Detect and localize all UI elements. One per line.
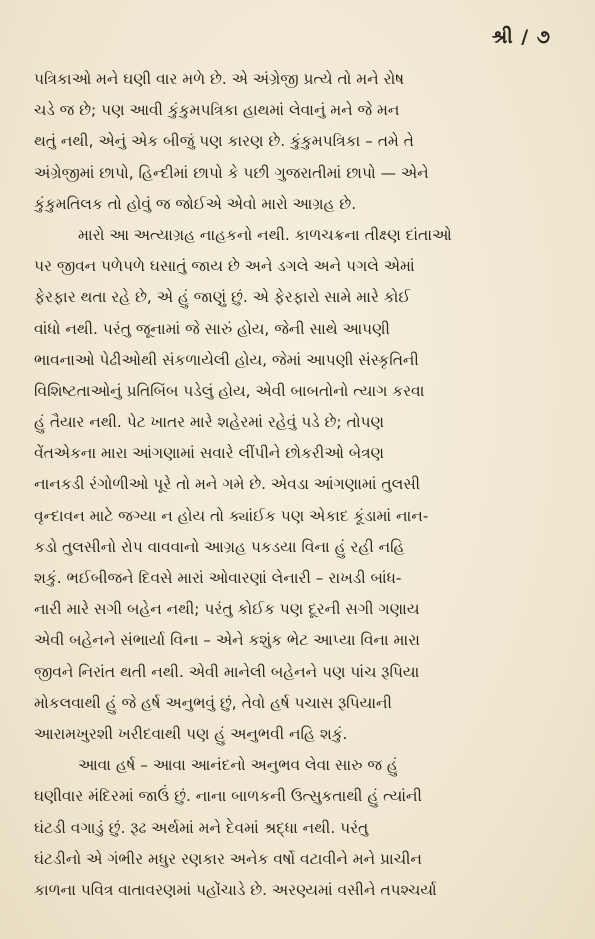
- text-line: ઘંટડી વગાડું છું. રૂઢ અર્થમાં મને દેવમાં શ્રદ્ધા નથી. પરંતુ: [34, 818, 369, 837]
- paragraph: [34, 750, 562, 906]
- paragraph: [34, 220, 562, 750]
- text-line: કાળના પવિત્ર વાતાવરણમાં પહોંચાડે છે. અરણ્યમાં વસીને તપશ્ચર્યા: [34, 880, 437, 899]
- text-line: થતું નથી, એનું એક બીજું પણ કારણ છે. કુંકુમપત્રિકા – તમે તે: [34, 132, 414, 151]
- text-line: ઘણીવાર મંદિરમાં જાઉં છું. નાના બાળકની ઉત્સુકતાથી હું ત્યાંની: [34, 787, 422, 806]
- paragraph: [34, 64, 562, 220]
- text-line: ભાવનાઓ પેઢીઓથી સંકળાયેલી હોય, જેમાં આપણી સંસ્કૃતિની: [34, 350, 419, 369]
- text-line: શકું. ભઈબીજને દિવસે મારાં ઓવારણાં લેનારી – રાખડી બાંધ-: [34, 569, 402, 587]
- text-line: એવી બહેનને સંભાર્યા વિના – એને કશુંક ભેટ આપ્યા વિના મારા: [34, 631, 420, 650]
- text-line: વેંતએકના મારા આંગણામાં સવારે લીંપીને છોકરીઓ બેત્રણ: [34, 444, 384, 463]
- text-line: પત્રિકાઓ મને ઘણી વાર મળે છે. એ અંગ્રેજી પ્રત્યે તો મને રોષ: [34, 70, 404, 88]
- text-line: વૃન્દાવન માટે જગ્યા ન હોય તો ક્યાંઈક પણ એકાદ કૂંડામાં નાન-: [34, 506, 429, 525]
- text-line: આરામખુરશી ખરીદવાથી પણ હું અનુભવી નહિ શકું.: [34, 724, 348, 743]
- text-line: વાંધો નથી. પરંતુ જૂનામાં જે સારું હોય, જેની સાથે આપણી: [34, 319, 390, 338]
- text-line: ફેરફાર થતા રહે છે, એ હું જાણું છું. એ ફેરફારો સામે મારે કોઈ: [34, 288, 411, 307]
- text-line: ચડે જ છે; પણ આવી કુંકુમપત્રિકા હાથમાં લેવાનું મને જે મન: [34, 101, 400, 120]
- text-line: ઘંટડીનો એ ગંભીર મધુર રણકાર અનેક વર્ષો વટાવીને મને પ્રાચીન: [34, 849, 422, 868]
- page-header-marker: શ્રી / ૭: [491, 26, 551, 48]
- text-line: નાનકડી રંગોળીઓ પૂરે તો મને ગમે છે. એવડા આંગણામાં તુલસી: [34, 475, 421, 494]
- text-line: મોકલવાથી હું જે હર્ષ અનુભવું છું, તેવો હર્ષ પચાસ રૂપિયાની: [34, 693, 392, 712]
- text-line: જીવને નિરાંત થતી નથી. એવી માનેલી બહેનને પણ પાંચ રૂપિયા: [34, 662, 420, 681]
- text-line: અંગ્રેજીમાં છાપો, હિન્દીમાં છાપો કે પછી ગુજરાતીમાં છાપો — એને: [34, 163, 429, 182]
- text-line: વિશિષ્ટતાઓનું પ્રતિબિંબ પડેલું હોય, એવી બાબતોનો ત્યાગ કરવા: [34, 381, 425, 400]
- text-line: હું તૈયાર નથી. પેટ ખાતર મારે શહેરમાં રહેવું પડે છે; તોપણ: [34, 413, 384, 432]
- text-line: આવા હર્ષ – આવા આનંદનો અનુભવ લેવા સારુ જ હું: [78, 756, 398, 775]
- text-line: કુંકુમતિલક તો હોવું જ જોઈએ એવો મારો આગ્રહ છે.: [34, 194, 357, 213]
- text-line: કડો તુલસીનો રોપ વાવવાનો આગ્રહ પકડયા વિના હું રહી નહિ: [34, 537, 405, 556]
- text-line: નારી મારે સગી બહેન નથી; પરંતુ કોઈક પણ દૂરની સગી ગણાય: [34, 600, 420, 619]
- text-line: મારો આ અત્યાગ્રહ નાહકનો નથી. કાળચક્રના તીક્ષ્ણ દાંતાઓ: [78, 225, 452, 244]
- body-text: [34, 64, 562, 906]
- text-line: પર જીવન પળેપળે ઘસાતું જાય છે અને ડગલે અને પગલે એમાં: [34, 257, 415, 276]
